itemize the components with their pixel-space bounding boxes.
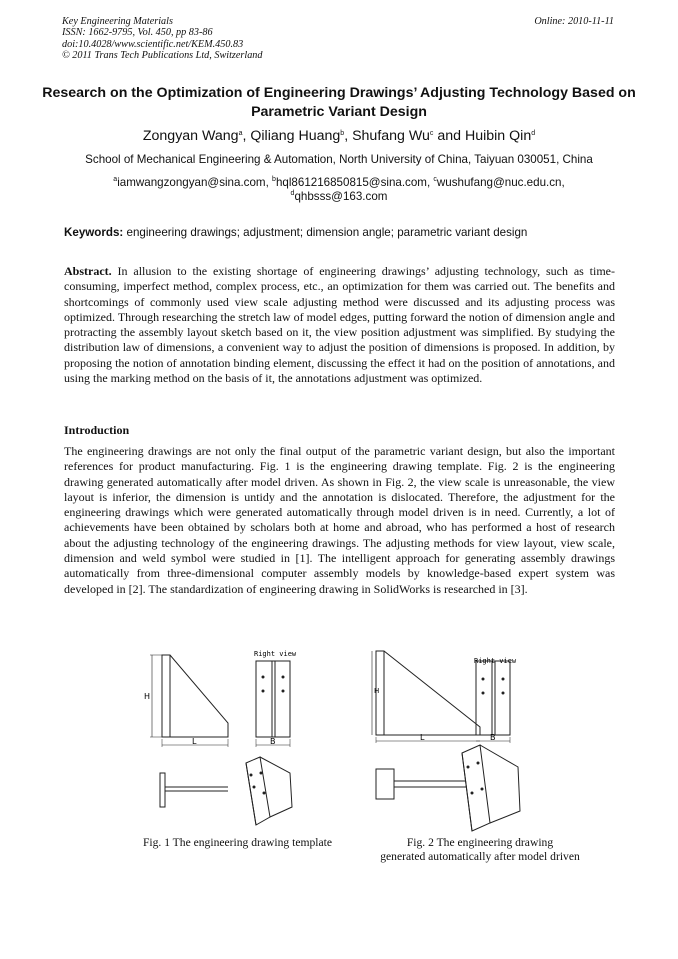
dim-label-b: B (270, 737, 276, 746)
author-name: Zongyan Wang (142, 128, 239, 144)
bolt-hole (471, 792, 474, 795)
keywords-text: engineering drawings; adjustment; dimension angle; parametric variant design (126, 226, 528, 239)
bolt-hole (502, 678, 505, 681)
figure-2-caption-line2: generated automatically after model driven (380, 849, 580, 863)
author-superscript: a (238, 130, 243, 137)
author-superscript: b (340, 130, 345, 137)
bolt-hole (253, 786, 256, 789)
email-superscript: d (290, 190, 295, 197)
bolt-hole (482, 692, 485, 695)
bolt-hole (477, 762, 480, 765)
journal-name: Key Engineering Materials (62, 16, 173, 27)
abstract-label: Abstract. (64, 264, 112, 278)
online-date: Online: 2010-11-11 (534, 16, 614, 27)
top-view-flange (376, 769, 394, 799)
bolt-hole (263, 792, 266, 795)
front-view-plate (162, 655, 228, 737)
author-superscript: c (429, 130, 434, 137)
bolt-hole (481, 788, 484, 791)
email-address: wushufang@nuc.edu.cn, (436, 176, 565, 189)
front-view-plate (376, 651, 480, 735)
doi-line: doi:10.4028/www.scientific.net/KEM.450.83 (62, 38, 244, 50)
bolt-hole (260, 772, 263, 775)
figure-1-caption: Fig. 1 The engineering drawing template (142, 836, 333, 849)
paper-title: Research on the Optimization of Engineering Drawings’ Adjusting Technology Based on Parametric Variant Design (42, 85, 636, 120)
email-address: iamwangzongyan@sina.com, (117, 176, 269, 189)
author-list: Zongyan Wang$^a$, Qiliang Huang$^b$, Shufang Wu$^c$ and Huibin Qin$^d$ (142, 128, 536, 144)
bolt-hole (250, 774, 253, 777)
figure-2-drawing (368, 643, 530, 835)
affiliation: School of Mechanical Engineering & Automation, North University of China, Taiyuan 030051, China (85, 153, 593, 166)
bolt-hole (467, 766, 470, 769)
dim-label-b: B (490, 733, 496, 742)
abstract (64, 264, 615, 386)
top-view-flange (160, 773, 165, 807)
keywords (64, 226, 616, 240)
dim-label-h: H (144, 692, 151, 701)
bolt-hole (282, 676, 285, 679)
email-superscript: a (113, 176, 118, 183)
dim-label-l: L (192, 737, 197, 746)
email-superscript: b (272, 176, 276, 183)
bolt-hole (262, 690, 265, 693)
right-view-plate (476, 661, 510, 735)
bolt-hole (282, 690, 285, 693)
copyright-line: © 2011 Trans Tech Publications Ltd, Switzerland (62, 49, 263, 61)
right-view-label: Right view (474, 657, 517, 665)
author-name: Huibin Qin (464, 128, 532, 144)
issn-line: ISSN: 1662-9795, Vol. 450, pp 83-86 (62, 27, 213, 39)
email-address: hql861216850815@sina.com, (275, 176, 431, 189)
email-superscript: c (433, 176, 437, 183)
abstract-text: In allusion to the existing shortage of engineering drawings’ adjusting technology, such as time-consuming, imperfect method, complex process, etc., an optimization for them was carried out. The benefits and shortcomings of commonly used view scale adjusting method were discussed and its adjusting process was optimized. Through researching the stretch law of model edges, putting forward the notion of dimension angle and protracting the assembly layout sketch based on it, the view position adjustment was simplified. By studying the distribution law of dimensions, a convenient way to adjust the position of dimensions is proposed. In addition, by proposing the notion of annotation binding element, discussing the effect it had on the position of annotations, and using the marking method on the basis of it, the annotations adjustment was optimized. (64, 264, 616, 386)
keywords-label: Keywords: (64, 226, 124, 239)
running-header-left (62, 16, 262, 61)
introduction-text: The engineering drawings are not only the final output of the parametric variant design, but also the important references for product manufacturing. Fig. 1 is the engineering drawing template. Fig. 2 is the engineering drawing generated automatically after model driven. As shown in Fig. 2, the view scale is unreasonable, the view layout is inferior, the dimension is untidy and the annotation is dislocated. Therefore, the adjustment for the engineering drawings which were generated automatically through model driven is in need. Currently, a lot of achievements have been obtained by scholars both at home and abroad, who has performed a host of research about the adjusting technology of the engineering drawings. The adjusting methods for view layout, view scale, dimension and weld symbol were studied in [1]. The intelligent approach for generating assembly drawings automatically from three-dimensional computer assembly models by knowledge-based expert system was developed in [2]. The standardization of engineering drawing in SolidWorks is researched in [3]. (64, 444, 615, 596)
figure-1-drawing (140, 645, 340, 835)
figure-2-caption-line1: Fig. 2 The engineering drawing (406, 836, 554, 849)
bolt-hole (262, 676, 265, 679)
author-name: Shufang Wu (352, 128, 430, 144)
email-address: qhbsss@163.com (294, 190, 388, 203)
bolt-hole (482, 678, 485, 681)
figure-2-caption (360, 836, 600, 863)
author-superscript: d (531, 130, 536, 137)
right-view-plate (256, 661, 290, 737)
dim-label-h: H (374, 687, 380, 695)
isometric-view (246, 757, 270, 825)
introduction-heading: Introduction (64, 423, 130, 437)
author-name: Qiliang Huang (250, 128, 341, 144)
dim-label-l: L (420, 733, 425, 742)
right-view-label: Right view (254, 650, 297, 658)
email-list (40, 176, 638, 204)
bolt-hole (502, 692, 505, 695)
